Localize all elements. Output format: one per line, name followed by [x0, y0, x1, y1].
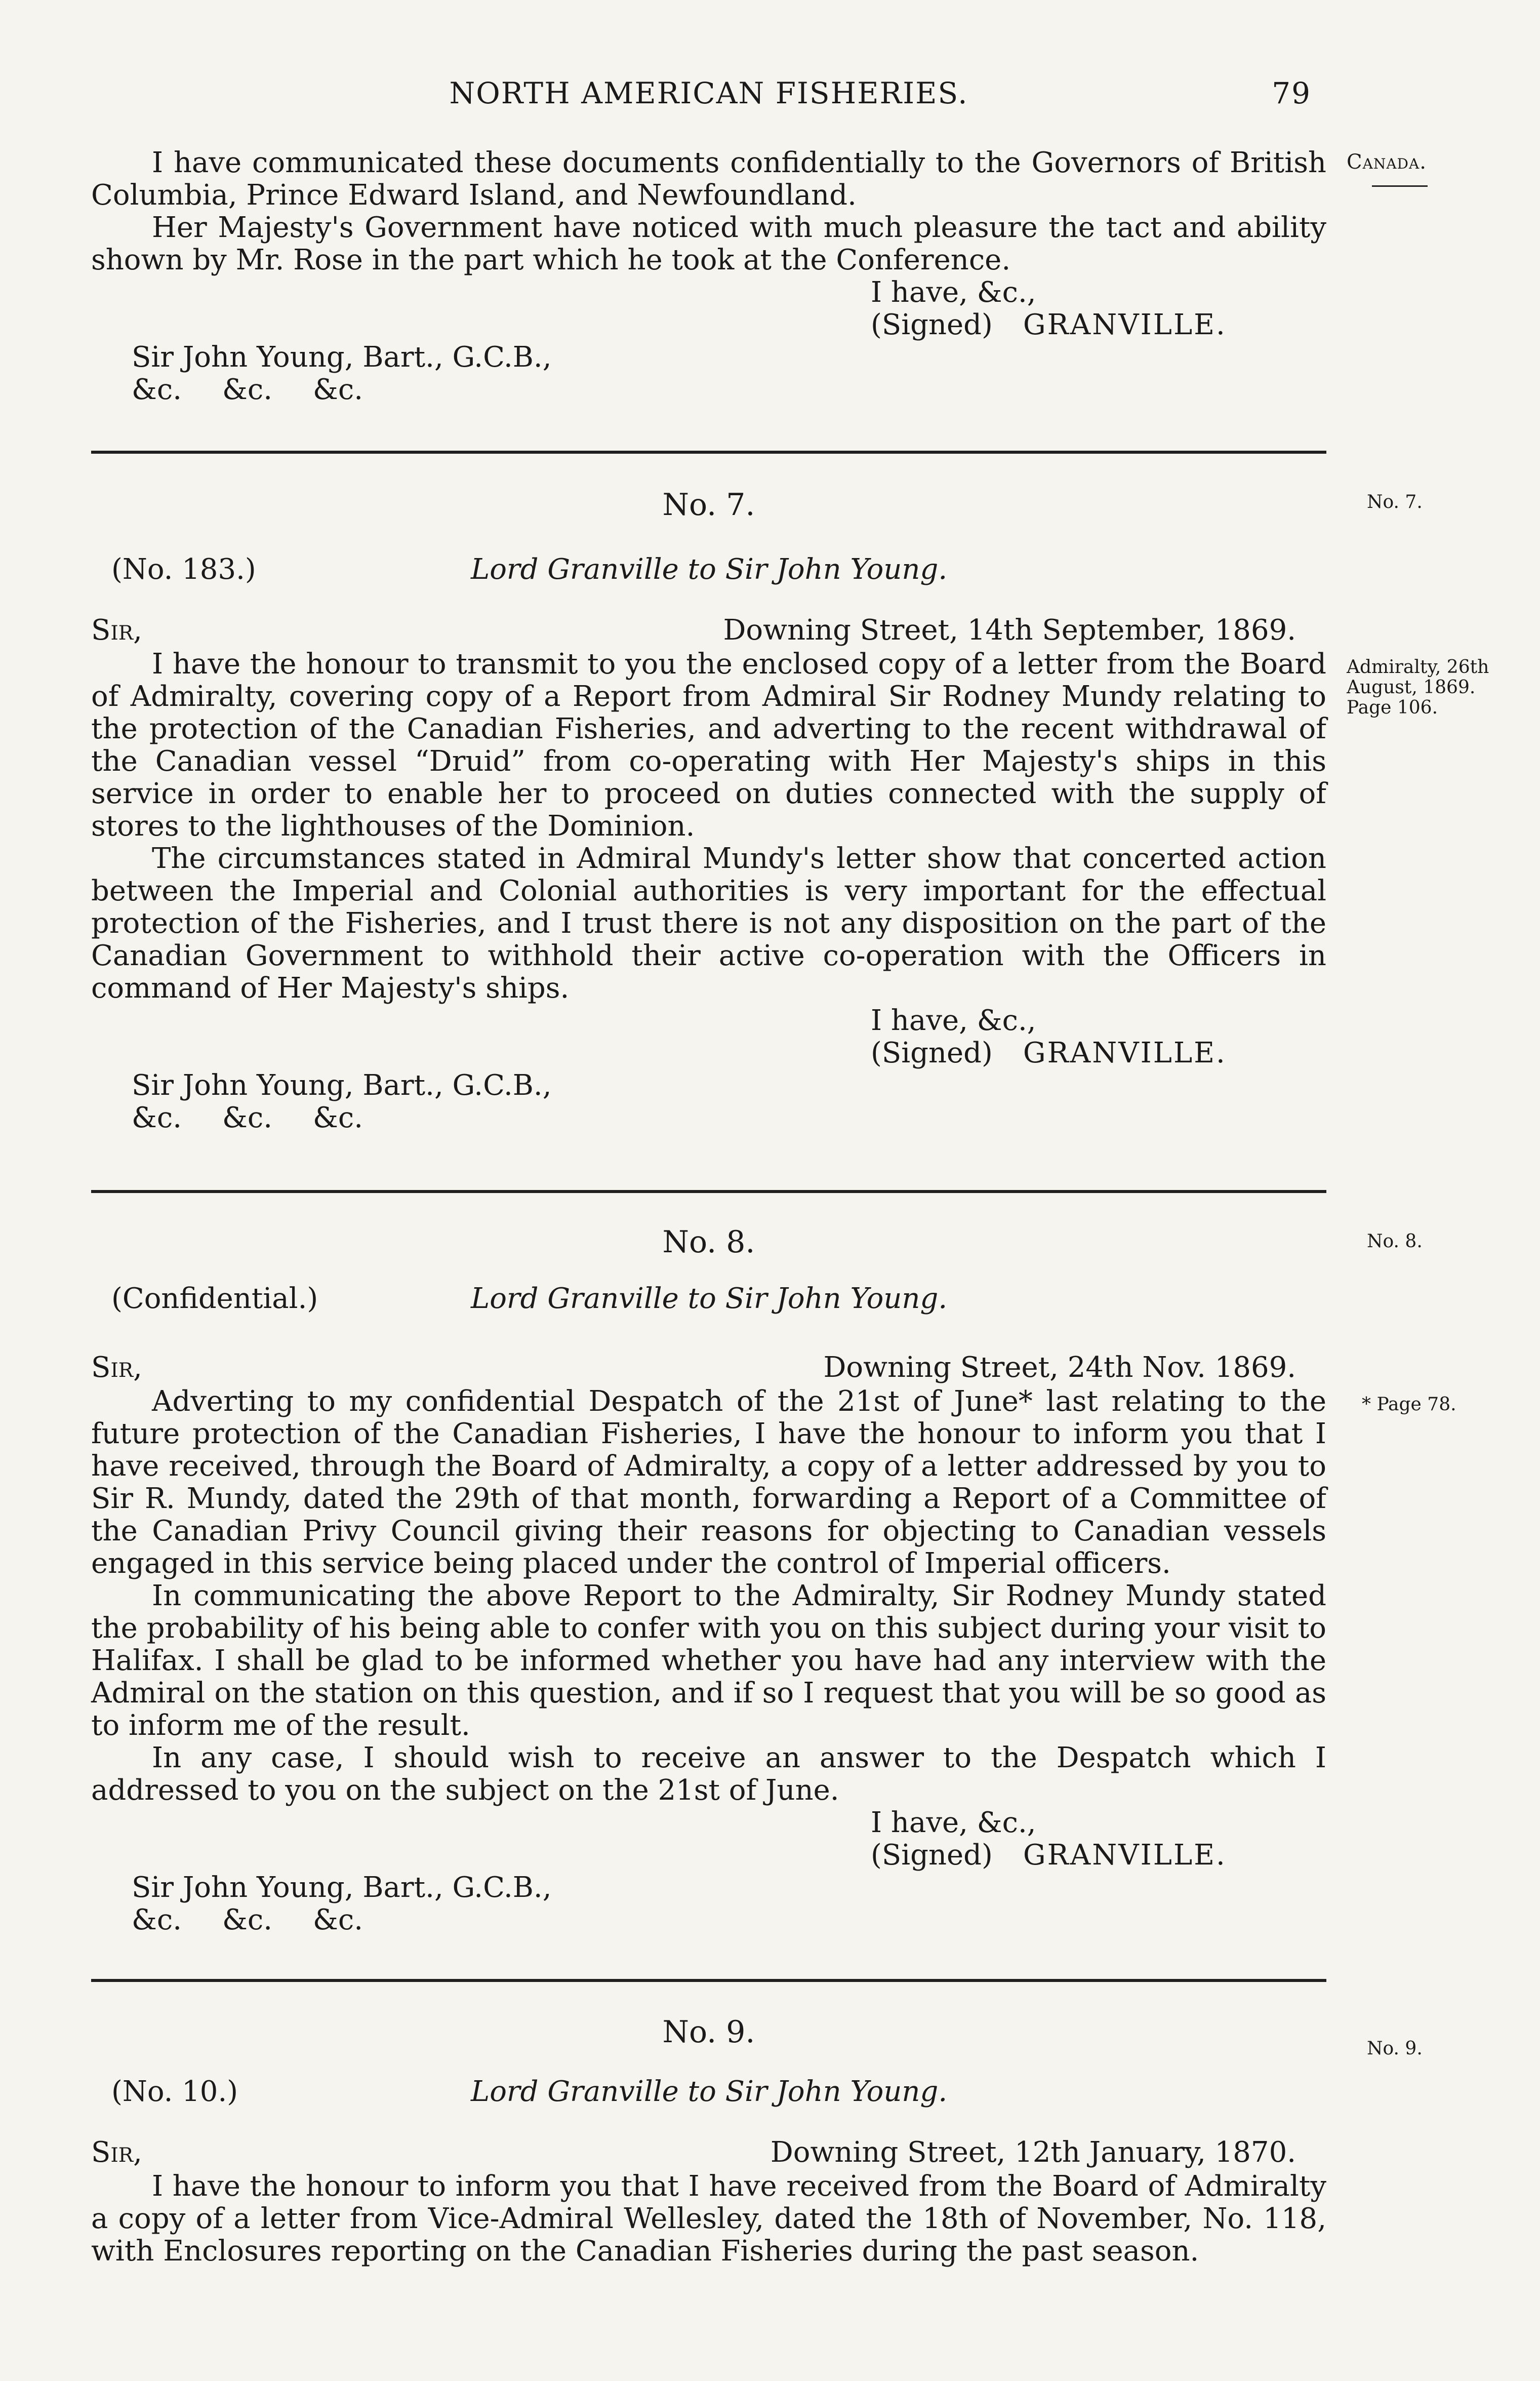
signer-name: GRANVILLE.	[1023, 1839, 1227, 1872]
margin-no8-ref: * Page 78.	[1362, 1394, 1456, 1415]
margin-no7-ref: Admiralty, 26th August, 1869. Page 106.	[1347, 657, 1489, 718]
doc7-etc	[132, 1102, 1326, 1134]
doc7-ref: (No. 183.)	[111, 553, 256, 586]
doc9-number: No. 9.	[662, 2014, 755, 2050]
signed-label: (Signed)	[871, 1839, 993, 1872]
etc-item: &c.	[313, 1903, 363, 1936]
doc8-paragraph-1: Adverting to my confidential Despatch of the 21st of June* last relating to the future protection of the Canadian Fisheries, I have the honour to inform you that I have received, through the Board of Admiralty, a copy of a letter addressed by you to Sir R. Mundy, dated the 29th of that month, forwarding a Report of a Committee of the Canadian Privy Council giving their reasons for objecting to Canadian vessels engaged in this service being placed under the control of Imperial officers.	[91, 1385, 1326, 1580]
doc7-number: No. 7.	[662, 487, 755, 523]
doc8-from-to: Lord Granville to Sir John Young.	[471, 1282, 948, 1315]
doc8-salutation: Sir,	[91, 1351, 142, 1384]
doc9-date: Downing Street, 12th January, 1870.	[770, 2136, 1296, 2169]
doc7-paragraph-2: The circumstances stated in Admiral Mundy's letter show that concerted action between the Imperial and Colonial authorities is very important for the effectual protection of the Fisheries, and I trust there is not any disposition on the part of the Canadian Government to withhold their active co-operation with the Officers in command of Her Majesty's ships.	[91, 842, 1326, 1005]
header-title: NORTH AMERICAN FISHERIES.	[449, 76, 968, 110]
doc7-signature	[871, 1037, 1326, 1069]
doc8-number: No. 8.	[662, 1224, 755, 1260]
doc7-addressee: Sir John Young, Bart., G.C.B.,	[132, 1069, 552, 1102]
doc8-date: Downing Street, 24th Nov. 1869.	[823, 1351, 1296, 1384]
etc-item: &c.	[222, 373, 273, 406]
doc8-paragraph-3: In any case, I should wish to receive an answer to the Despatch which I addressed to you on the subject on the 21st of June.	[91, 1741, 1326, 1807]
section-divider	[91, 1979, 1326, 1982]
doc9-paragraph-1: I have the honour to inform you that I have received from the Board of Admiralty a copy of a letter from Vice-Admiral Wellesley, dated the 18th of November, No. 118, with Enclosures reporting on the Canadian Fisheries during the past season.	[91, 2170, 1326, 2268]
intro-etc	[132, 374, 1326, 406]
signer-name: GRANVILLE.	[1023, 1037, 1227, 1069]
doc7-closing: I have, &c.,	[871, 1004, 1036, 1037]
margin-canada: Canada.	[1347, 150, 1427, 174]
etc-item: &c.	[132, 1101, 182, 1134]
etc-item: &c.	[222, 1903, 273, 1936]
doc7-salutation: Sir,	[91, 614, 142, 647]
intro-signature	[871, 309, 1326, 341]
doc8-paragraph-2: In communicating the above Report to the Admiralty, Sir Rodney Mundy stated the probability of his being able to confer with you on this subject during your visit to Halifax. I shall be glad to be informed whether you have had any interview with the Admiral on the station on this question, and if so I request that you will be so good as to inform me of the result.	[91, 1579, 1326, 1742]
margin-no8: No. 8.	[1367, 1231, 1423, 1252]
etc-item: &c.	[222, 1101, 273, 1134]
signed-label: (Signed)	[871, 308, 993, 341]
margin-no9: No. 9.	[1367, 2038, 1423, 2059]
doc8-addressee: Sir John Young, Bart., G.C.B.,	[132, 1871, 552, 1904]
etc-item: &c.	[132, 373, 182, 406]
doc8-etc	[132, 1904, 1326, 1936]
margin-no7: No. 7.	[1367, 492, 1423, 512]
etc-item: &c.	[313, 1101, 363, 1134]
section-divider	[91, 1190, 1326, 1193]
doc7-from-to: Lord Granville to Sir John Young.	[471, 553, 948, 586]
etc-item: &c.	[313, 373, 363, 406]
intro-block	[91, 147, 1326, 406]
doc9-salutation: Sir,	[91, 2136, 142, 2169]
margin-dash	[1372, 185, 1428, 187]
doc7-date: Downing Street, 14th September, 1869.	[723, 614, 1296, 647]
running-header	[91, 76, 1326, 110]
signed-label: (Signed)	[871, 1037, 993, 1069]
page-number: 79	[1272, 76, 1311, 110]
etc-item: &c.	[132, 1903, 182, 1936]
doc7-paragraph-1: I have the honour to transmit to you the enclosed copy of a letter from the Board of Admiralty, covering copy of a Report from Admiral Sir Rodney Mundy relating to the protection of the Canadian Fisheries, and adverting to the recent withdrawal of the Canadian vessel “Druid” from co-operating with Her Majesty's ships in this service in order to enable her to proceed on duties connected with the supply of stores to the lighthouses of the Dominion.	[91, 648, 1326, 843]
intro-closing: I have, &c.,	[871, 276, 1036, 309]
doc8-closing: I have, &c.,	[871, 1806, 1036, 1839]
doc8-ref: (Confidential.)	[111, 1282, 318, 1315]
doc9-from-to: Lord Granville to Sir John Young.	[471, 2075, 948, 2108]
intro-paragraph-1: I have communicated these documents confidentially to the Governors of British Columbia, Prince Edward Island, and Newfoundland.	[91, 146, 1326, 212]
doc7-body	[91, 648, 1326, 1134]
doc8-body	[91, 1385, 1326, 1936]
doc9-body	[91, 2170, 1326, 2268]
doc9-ref: (No. 10.)	[111, 2075, 238, 2108]
doc8-signature	[871, 1839, 1326, 1872]
signer-name: GRANVILLE.	[1023, 308, 1227, 341]
intro-paragraph-2: Her Majesty's Government have noticed with much pleasure the tact and ability shown by Mr. Rose in the part which he took at the Conference.	[91, 211, 1326, 276]
intro-addressee: Sir John Young, Bart., G.C.B.,	[132, 341, 552, 374]
section-divider	[91, 451, 1326, 454]
